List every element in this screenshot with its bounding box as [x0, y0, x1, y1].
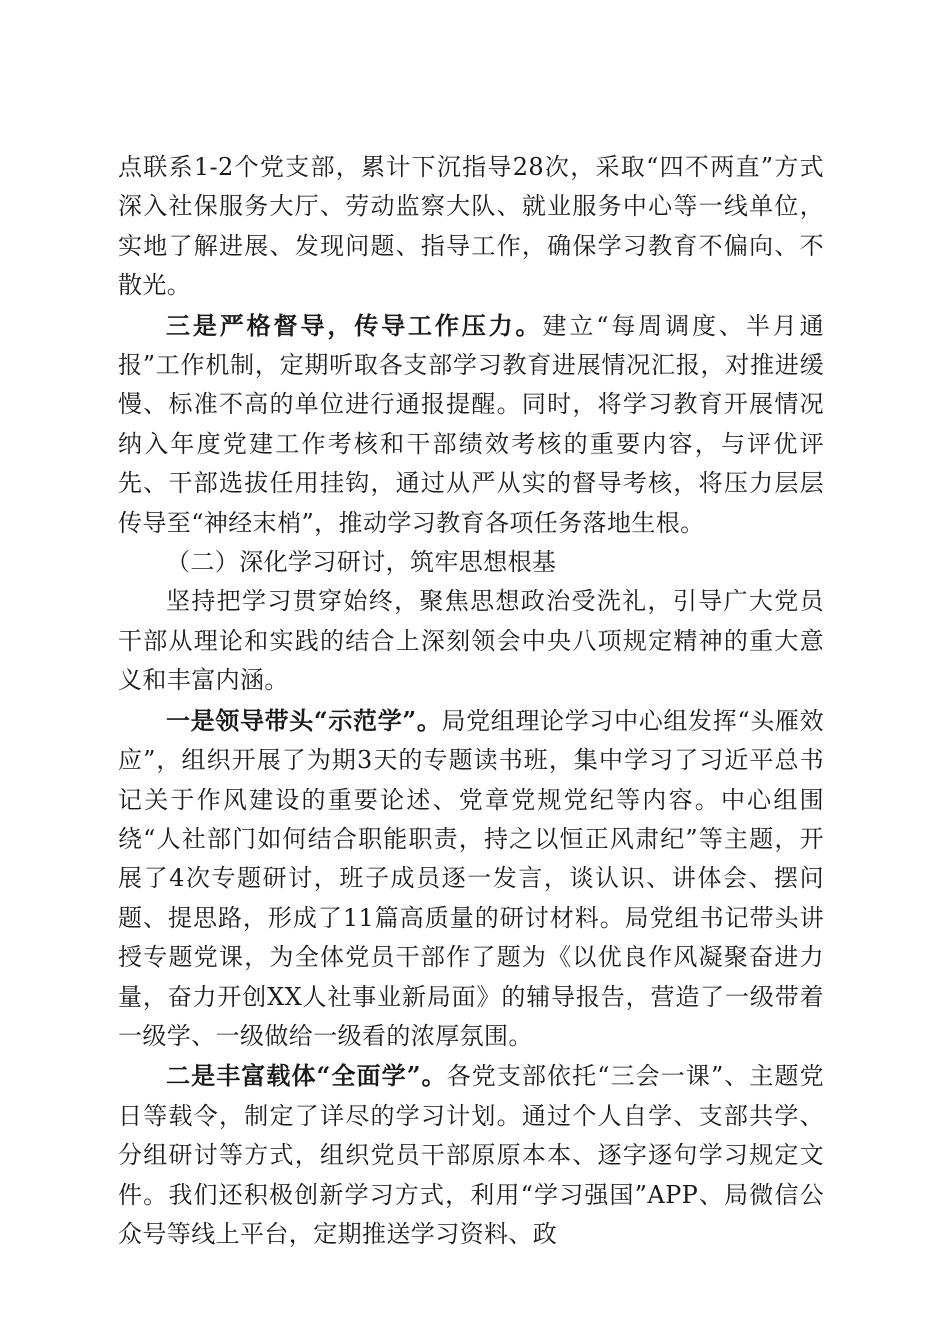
- paragraph-lead-heading: 三是严格督导，传导工作压力。: [166, 310, 543, 340]
- paragraph-intro: [118, 582, 824, 700]
- document-body: [118, 148, 824, 1254]
- paragraph-lead-heading: 二是丰富载体“全面学”。: [166, 1061, 447, 1091]
- section-heading-text: （二）深化学习研讨，筑牢思想根基: [166, 548, 557, 577]
- paragraph-text: 各党支部依托“三会一课”、主题党日等载令，制定了详尽的学习计划。通过个人自学、支部共学、分组研讨等方式，组织党员干部原原本本、逐字逐句学习规定文件。我们还积极创新学习方式，利用“学习强国”APP、局微信公众号等线上平台，定期推送学习资料、政: [118, 1062, 824, 1248]
- paragraph-text: 建立“每周调度、半月通报”工作机制，定期听取各支部学习教育进展情况汇报，对推进缓慢、标准不高的单位进行通报提醒。同时，将学习教育开展情况纳入年度党建工作考核和干部绩效考核的重要内容，与评优评先、干部选拔任用挂钩，通过从严从实的督导考核，将压力层层传导至“神经末梢”，推动学习教育各项任务落地生根。: [118, 311, 824, 537]
- paragraph-continuation: [118, 148, 824, 306]
- paragraph-supervision: [118, 306, 824, 543]
- paragraph-leadership-study: [118, 701, 824, 1057]
- paragraph-text: 点联系1-2个党支部，累计下沉指导28次，采取“四不两直”方式深入社保服务大厅、劳动监察大队、就业服务中心等一线单位，实地了解进展、发现问题、指导工作，确保学习教育不偏向、不散光。: [118, 153, 824, 300]
- paragraph-text: 局党组理论学习中心组发挥“头雁效应”，组织开展了为期3天的专题读书班，集中学习了习近平总书记关于作风建设的重要论述、党章党规党纪等内容。中心组围绕“人社部门如何结合职能职责，持之以恒正风肃纪”等主题，开展了4次专题研讨，班子成员逐一发言，谈认识、讲体会、摆问题、提思路，形成了11篇高质量的研讨材料。局党组书记带头讲授专题党课，为全体党员干部作了题为《以优良作风凝聚奋进力量，奋力开创XX人社事业新局面》的辅导报告，营造了一级带着一级学、一级做给一级看的浓厚氛围。: [118, 706, 824, 1050]
- paragraph-lead-heading: 一是领导带头“示范学”。: [166, 705, 442, 735]
- paragraph-comprehensive-study: [118, 1056, 824, 1254]
- section-heading: [118, 543, 824, 582]
- paragraph-text: 坚持把学习贯穿始终，聚焦思想政治受洗礼，引导广大党员干部从理论和实践的结合上深刻领会中央八项规定精神的重大意义和丰富内涵。: [118, 587, 824, 695]
